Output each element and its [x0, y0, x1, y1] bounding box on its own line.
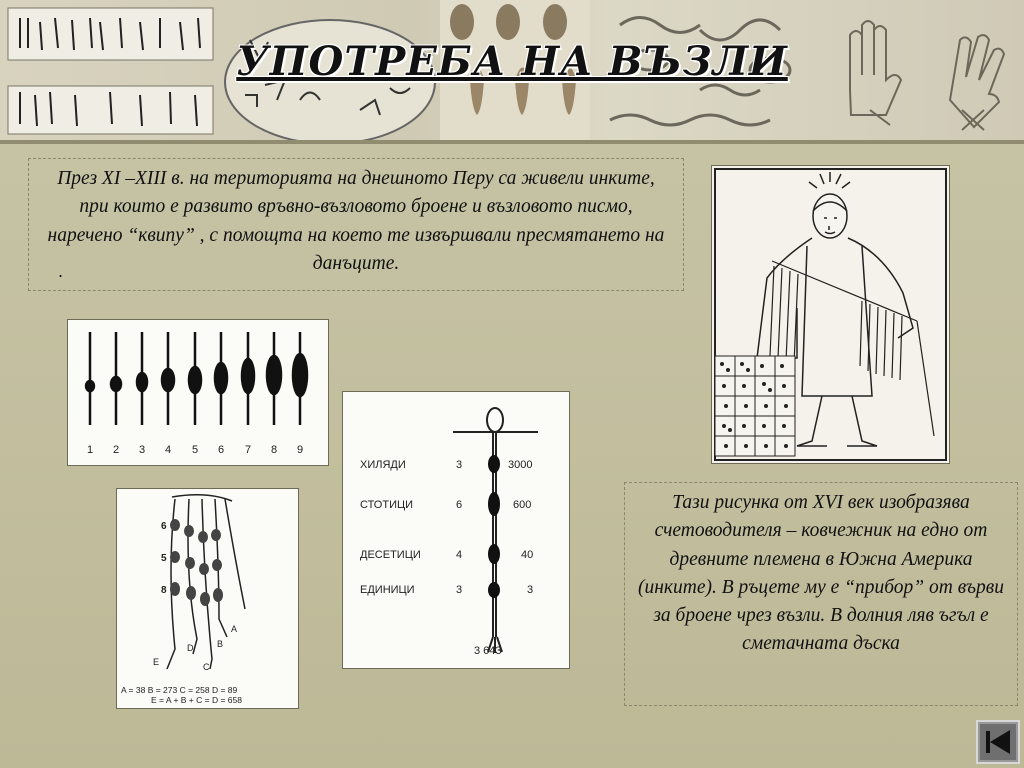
quipu-row-digit: 6	[456, 499, 463, 511]
quipu-row-value: 600	[513, 499, 532, 511]
knot-cord	[162, 332, 174, 425]
tally-cord-label: A	[231, 624, 238, 634]
tally-cord-label: D	[187, 643, 194, 653]
knot-label: 6	[217, 444, 225, 456]
title-banner	[0, 0, 1024, 143]
tally-cord-label: E	[153, 657, 160, 667]
quipu-row-value: 3	[527, 584, 534, 596]
knot-cord	[293, 332, 307, 425]
tally-equation-sum: E = A + B + C = D = 658	[151, 695, 242, 705]
knot-label: 4	[164, 444, 172, 456]
knot-label: 9	[296, 444, 304, 456]
knot-label: 5	[191, 444, 199, 456]
caption-text: Тази рисунка от XVI век изобразява счетоводителя – ковчежник на едно от древните племена в Южна Америка (инките). В ръцете му е “прибор” от върви за броене чрез възли. В долния ляв ъгъл е сметачната дъска	[637, 492, 1005, 655]
banner-divider	[0, 140, 1024, 144]
intro-text-box	[28, 158, 684, 291]
quipu-row-name: СТОТИЦИ	[360, 499, 414, 511]
intro-text: През XI –XIII в. на територията на днешното Перу са живели инките, при които е развито връвно-възловото броене и възловото писмо, наречено “квипу” , с помощта на което те извършвали пресмятането на данъците.	[47, 168, 665, 274]
inca-accountant-drawing	[711, 165, 950, 464]
quipu-row-value: 40	[521, 549, 534, 561]
knot-numbers-figure	[67, 319, 329, 466]
quipu-row-name: ЕДИНИЦИ	[360, 584, 415, 596]
knot-label: 7	[244, 444, 252, 456]
knot-cord	[86, 332, 94, 425]
knot-label: 2	[112, 444, 120, 456]
knot-label: 3	[138, 444, 146, 456]
tally-cord-label: B	[217, 639, 224, 649]
tally-equation-values: A = 38 B = 273 C = 258 D = 89	[121, 685, 238, 695]
quipu-row-digit: 3	[456, 584, 463, 596]
quipu-row-name: ДЕСЕТИЦИ	[360, 549, 421, 561]
quipu-row-digit: 4	[456, 549, 463, 561]
quipu-place-value-figure	[342, 391, 570, 669]
bullet-point: .	[58, 262, 64, 281]
quipu-row-name: ХИЛЯДИ	[360, 459, 406, 471]
tally-left-digit: 8	[161, 585, 167, 596]
knot-cord	[137, 332, 147, 425]
quipu-row-digit: 3	[456, 459, 463, 471]
knot-cord	[189, 332, 201, 425]
knot-label: 1	[86, 444, 94, 456]
quipu-row-value: 3000	[508, 459, 533, 471]
quipu-sum-figure	[116, 488, 299, 709]
knot-label: 8	[270, 444, 278, 456]
knot-cord	[242, 332, 254, 425]
knot-cord	[215, 332, 227, 425]
tally-left-digit: 6	[161, 521, 167, 532]
tally-cord-label: C	[203, 662, 210, 672]
knot-cord	[111, 332, 121, 425]
slide-title: УПОТРЕБА НА ВЪЗЛИ	[236, 38, 788, 85]
back-to-start-icon	[978, 722, 1018, 762]
tally-left-digit: 5	[161, 553, 167, 564]
caption-text-box	[624, 482, 1018, 706]
back-to-start-button[interactable]	[976, 720, 1020, 764]
quipu-total: 3 643	[474, 645, 502, 657]
knot-cord	[267, 332, 281, 425]
